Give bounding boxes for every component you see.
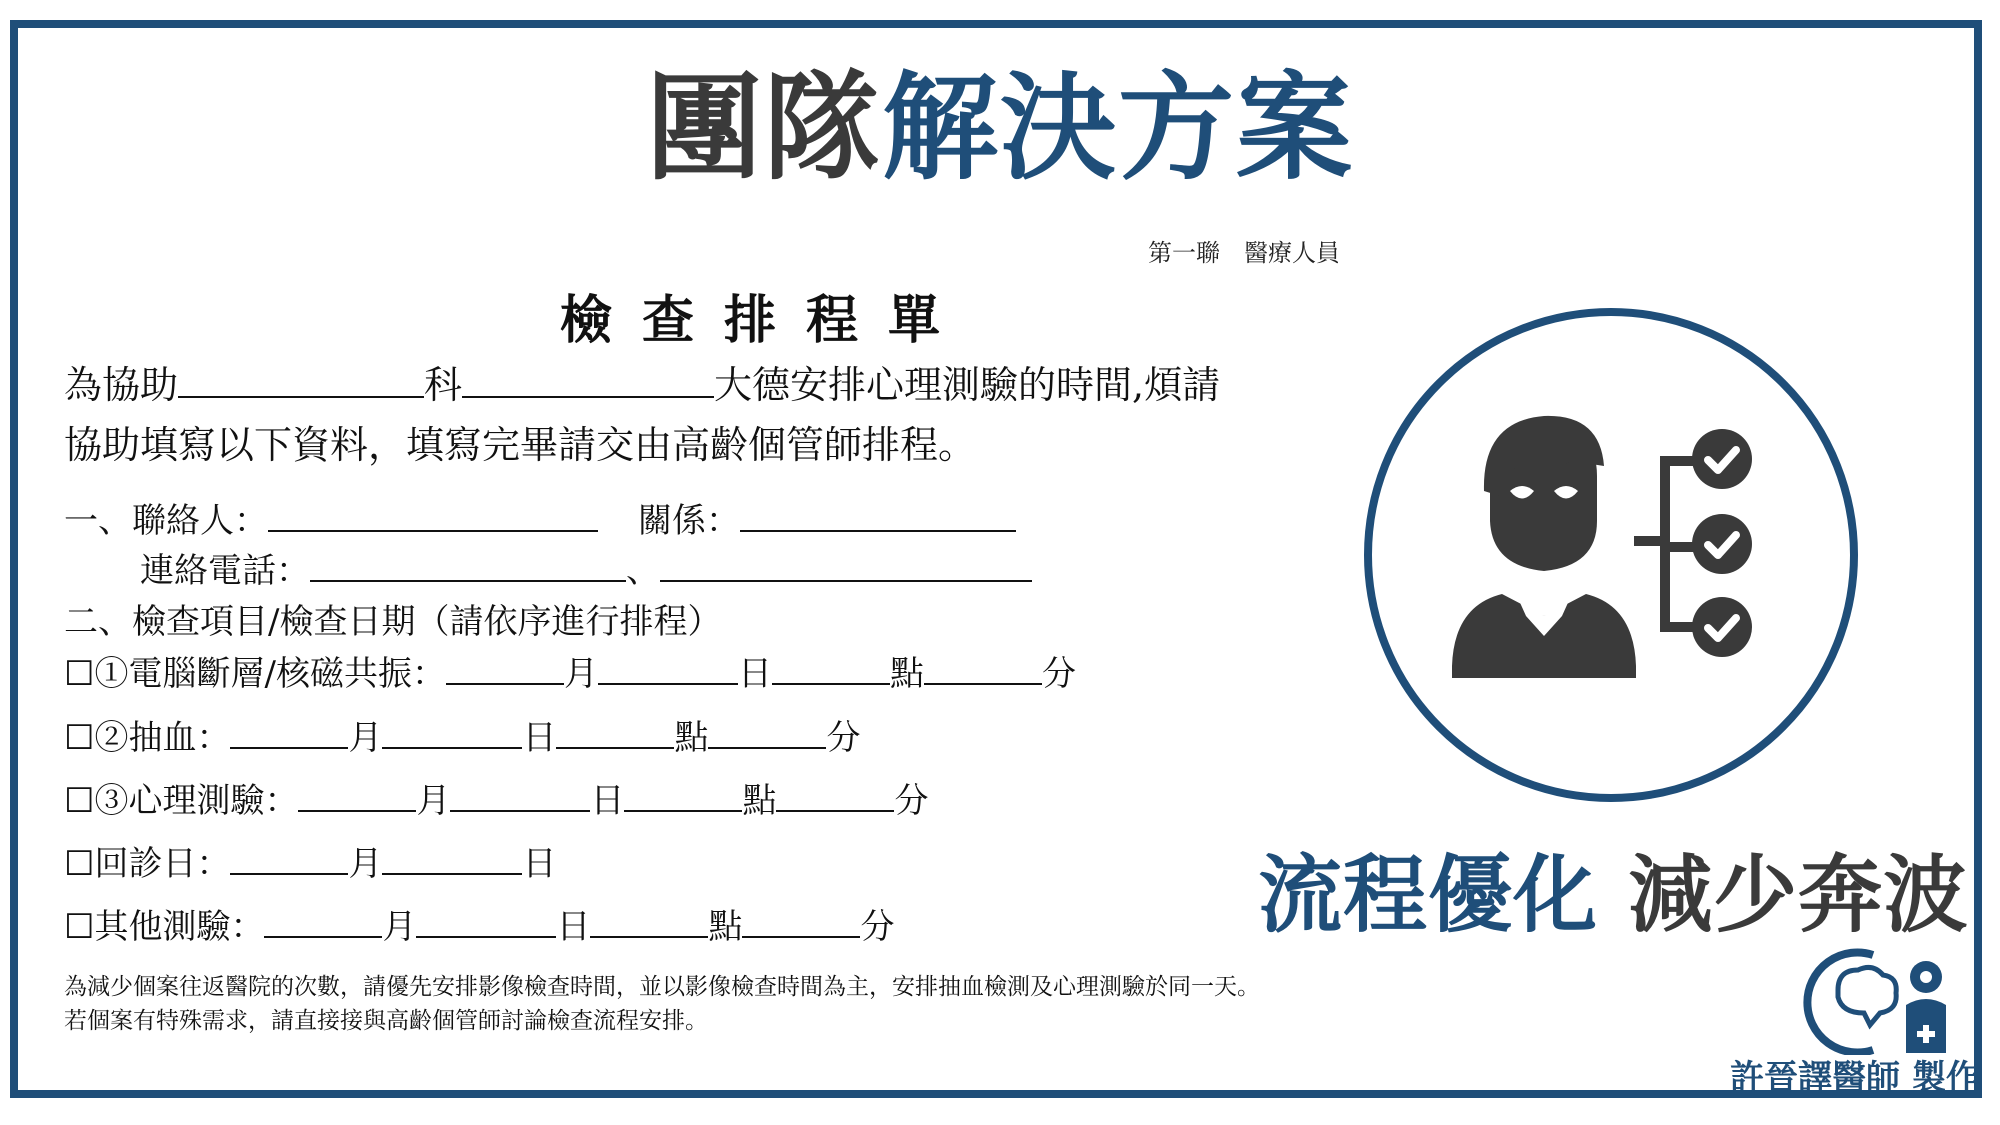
footnote-line-1: 為減少個案往返醫院的次數，請優先安排影像檢查時間，並以影像檢查時間為主，安排抽血檢測及心理測驗於同一天。 xyxy=(64,974,1260,1000)
patient-name-blank[interactable] xyxy=(462,366,714,398)
contact-blank[interactable] xyxy=(268,500,598,532)
credit: 許晉譯醫師 製作 xyxy=(1730,1058,1980,1098)
day-blank[interactable] xyxy=(382,717,522,749)
minute-blank[interactable] xyxy=(924,653,1042,685)
exam-label: ①電腦斷層/核磁共振： xyxy=(94,654,446,694)
relation-blank[interactable] xyxy=(740,500,1016,532)
minute-blank[interactable] xyxy=(708,717,826,749)
slide-title xyxy=(0,62,2000,195)
day-blank[interactable] xyxy=(450,780,590,812)
department-blank[interactable] xyxy=(178,366,424,398)
unit-month: 月 xyxy=(382,907,417,947)
copy-label: 第一聯 醫療人員 xyxy=(1148,239,1340,267)
unit-hour: 點 xyxy=(708,907,743,947)
minute-blank[interactable] xyxy=(776,780,894,812)
exam-label: 其他測驗： xyxy=(94,907,265,947)
footnote xyxy=(64,970,1260,1038)
exam-label: ③心理測驗： xyxy=(94,781,299,821)
person-checklist-icon xyxy=(1372,316,1850,794)
phone-blank-1[interactable] xyxy=(310,550,626,582)
contact-label: 一、聯絡人： xyxy=(64,501,268,541)
illustration-circle xyxy=(1364,308,1858,802)
form-title: 檢查排程單 xyxy=(560,290,971,351)
month-blank[interactable] xyxy=(298,780,416,812)
day-blank[interactable] xyxy=(598,653,738,685)
checkbox[interactable]: ☐ xyxy=(64,718,95,758)
month-blank[interactable] xyxy=(446,653,564,685)
checkbox[interactable]: ☐ xyxy=(64,844,95,884)
exam-row-followup xyxy=(64,836,556,885)
hour-blank[interactable] xyxy=(772,653,890,685)
unit-month: 月 xyxy=(416,781,451,821)
unit-day: 日 xyxy=(590,781,625,821)
unit-hour: 點 xyxy=(742,781,777,821)
unit-day: 日 xyxy=(522,718,557,758)
month-blank[interactable] xyxy=(230,717,348,749)
hour-blank[interactable] xyxy=(556,717,674,749)
day-blank[interactable] xyxy=(416,906,556,938)
slide-title-part1: 團隊 xyxy=(646,61,882,196)
slide-title-part2: 解決方案 xyxy=(882,61,1354,196)
relation-label: 關係： xyxy=(638,501,740,541)
unit-minute: 分 xyxy=(826,718,861,758)
phone-blank-2[interactable] xyxy=(660,550,1032,582)
footnote-line-2: 若個案有特殊需求，請直接接與高齡個管師討論檢查流程安排。 xyxy=(64,1008,708,1034)
unit-month: 月 xyxy=(563,654,598,694)
contact-row xyxy=(64,493,1016,542)
intro-text-b: 科 xyxy=(424,363,463,407)
exam-label: ②抽血： xyxy=(94,718,231,758)
section2-label: 二、檢查項目/檢查日期（請依序進行排程） xyxy=(64,602,722,642)
intro-text-c: 大德安排心理測驗的時間,煩請 xyxy=(714,363,1221,407)
month-blank[interactable] xyxy=(264,906,382,938)
slogan xyxy=(1258,828,1968,949)
checkbox[interactable]: ☐ xyxy=(64,654,95,694)
brain-doctor-logo-icon xyxy=(1798,935,1948,1055)
exam-row-psych xyxy=(64,773,928,822)
phone-label: 連絡電話： xyxy=(140,551,310,591)
intro-text-line2: 協助填寫以下資料，填寫完畢請交由高齡個管師排程。 xyxy=(64,423,977,467)
month-blank[interactable] xyxy=(230,843,348,875)
unit-month: 月 xyxy=(348,718,383,758)
unit-day: 日 xyxy=(737,654,772,694)
exam-row-ct-mri xyxy=(64,646,1076,695)
slogan-part1: 流程優化 xyxy=(1258,846,1599,944)
unit-minute: 分 xyxy=(894,781,929,821)
unit-day: 日 xyxy=(522,844,557,884)
hour-blank[interactable] xyxy=(624,780,742,812)
exam-row-other xyxy=(64,899,894,948)
unit-hour: 點 xyxy=(674,718,709,758)
checkbox[interactable]: ☐ xyxy=(64,907,95,947)
exam-row-blood xyxy=(64,710,860,759)
exam-label: 回診日： xyxy=(94,844,231,884)
form-intro xyxy=(64,355,1344,475)
phone-row xyxy=(140,543,1032,592)
minute-blank[interactable] xyxy=(742,906,860,938)
unit-month: 月 xyxy=(348,844,383,884)
intro-text-a: 為協助 xyxy=(64,363,179,407)
slogan-part2: 減少奔波 xyxy=(1628,846,1969,944)
unit-minute: 分 xyxy=(1041,654,1076,694)
unit-minute: 分 xyxy=(860,907,895,947)
phone-separator: 、 xyxy=(626,551,660,591)
checkbox[interactable]: ☐ xyxy=(64,781,95,821)
hour-blank[interactable] xyxy=(590,906,708,938)
unit-day: 日 xyxy=(556,907,591,947)
day-blank[interactable] xyxy=(382,843,522,875)
unit-hour: 點 xyxy=(889,654,924,694)
